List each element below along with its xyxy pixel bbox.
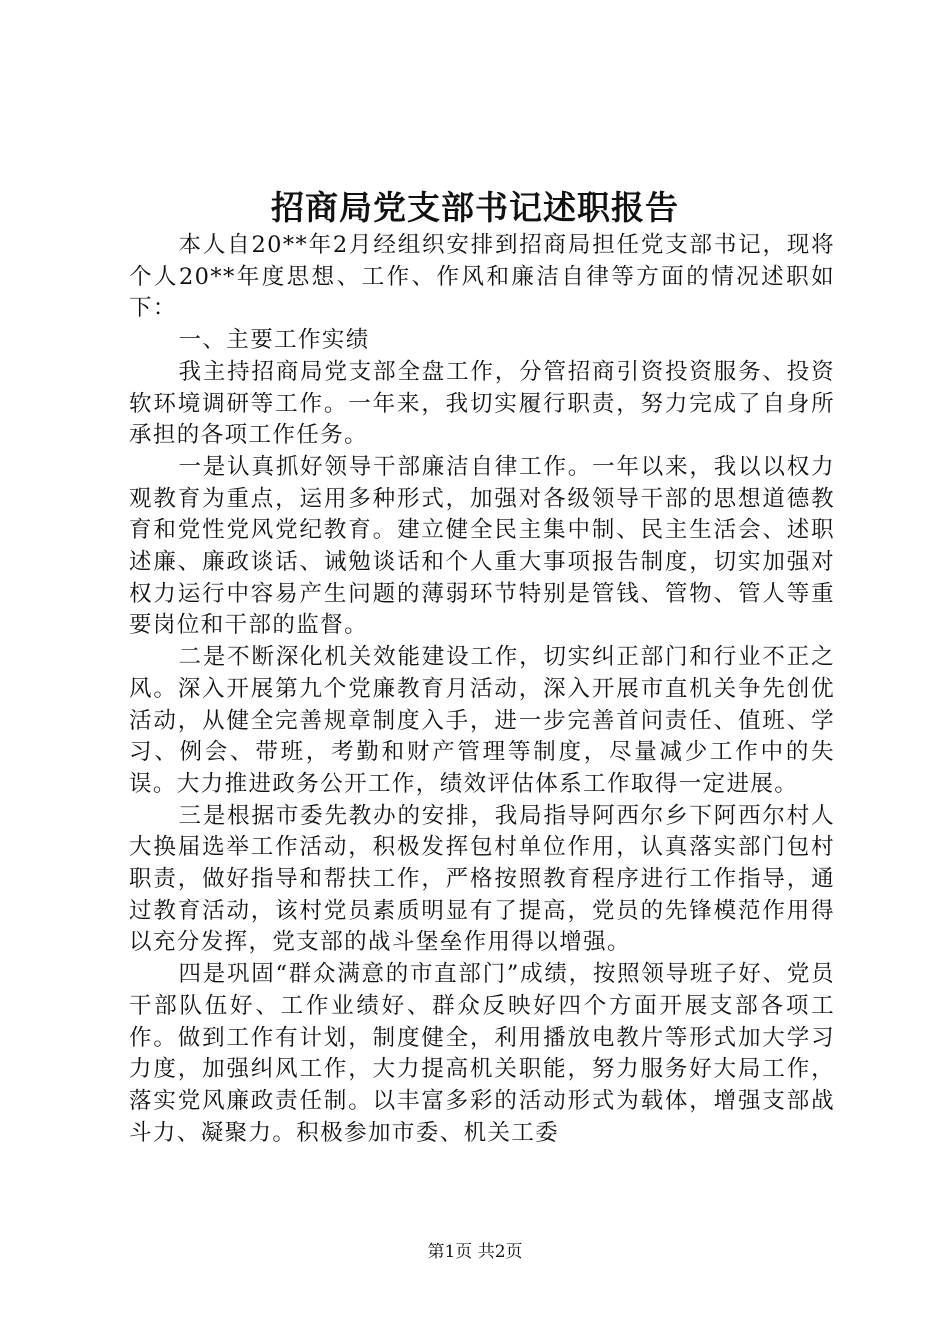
paragraph-point-two: 二是不断深化机关效能建设工作，切实纠正部门和行业不正之风。深入开展第九个党廉教育月活动，深入开展市直机关争先创优活动，从健全完善规章制度入手，进一步完善首问责任、值班、学习、例会、带班，考勤和财产管理等制度，尽量减少工作中的失误。大力推进政务公开工作，绩效评估体系工作取得一定进展。 xyxy=(129,644,835,797)
page-number-footer: 第1页 共2页 xyxy=(427,1242,523,1262)
paragraph-responsibilities: 我主持招商局党支部全盘工作，分管招商引资投资服务、投资软环境调研等工作。一年来，我切实履行职责，努力完成了自身所承担的各项工作任务。 xyxy=(129,358,835,449)
paragraph-point-one: 一是认真抓好领导干部廉洁自律工作。一年以来，我以以权力观教育为重点，运用多种形式，加强对各级领导干部的思想道德教育和党性党风党纪教育。建立健全民主集中制、民主生活会、述职述廉、廉政谈话、诫勉谈话和个人重大事项报告制度，切实加强对权力运行中容易产生问题的薄弱环节特别是管钱、管物、管人等重要岗位和干部的监督。 xyxy=(129,453,835,639)
document-body xyxy=(129,230,835,1149)
paragraph-point-three: 三是根据市委先教办的安排，我局指导阿西尔乡下阿西尔村人大换届选举工作活动，积极发挥包村单位作用，认真落实部门包村职责，做好指导和帮扶工作，严格按照教育程序进行工作指导，通过教育活动，该村党员素质明显有了提高，党员的先锋模范作用得以充分发挥，党支部的战斗堡垒作用得以增强。 xyxy=(129,802,835,956)
section-heading-main-achievements: 一、主要工作实绩 xyxy=(178,327,370,354)
paragraph-intro: 本人自20**年2月经组织安排到招商局担任党支部书记，现将个人20**年度思想、工作、作风和廉洁自律等方面的情况述职如下： xyxy=(129,232,835,322)
document-title: 招商局党支部书记述职报告 xyxy=(271,188,679,227)
paragraph-point-four: 四是巩固“群众满意的市直部门”成绩，按照领导班子好、党员干部队伍好、工作业绩好、群众反映好四个方面开展支部各项工作。做到工作有计划，制度健全，利用播放电教片等形式加大学习力度，加强纠风工作，大力提高机关职能，努力服务好大局工作，落实党风廉政责任制。以丰富多彩的活动形式为载体，增强支部战斗力、凝聚力。积极参加市委、机关工委 xyxy=(129,961,835,1146)
